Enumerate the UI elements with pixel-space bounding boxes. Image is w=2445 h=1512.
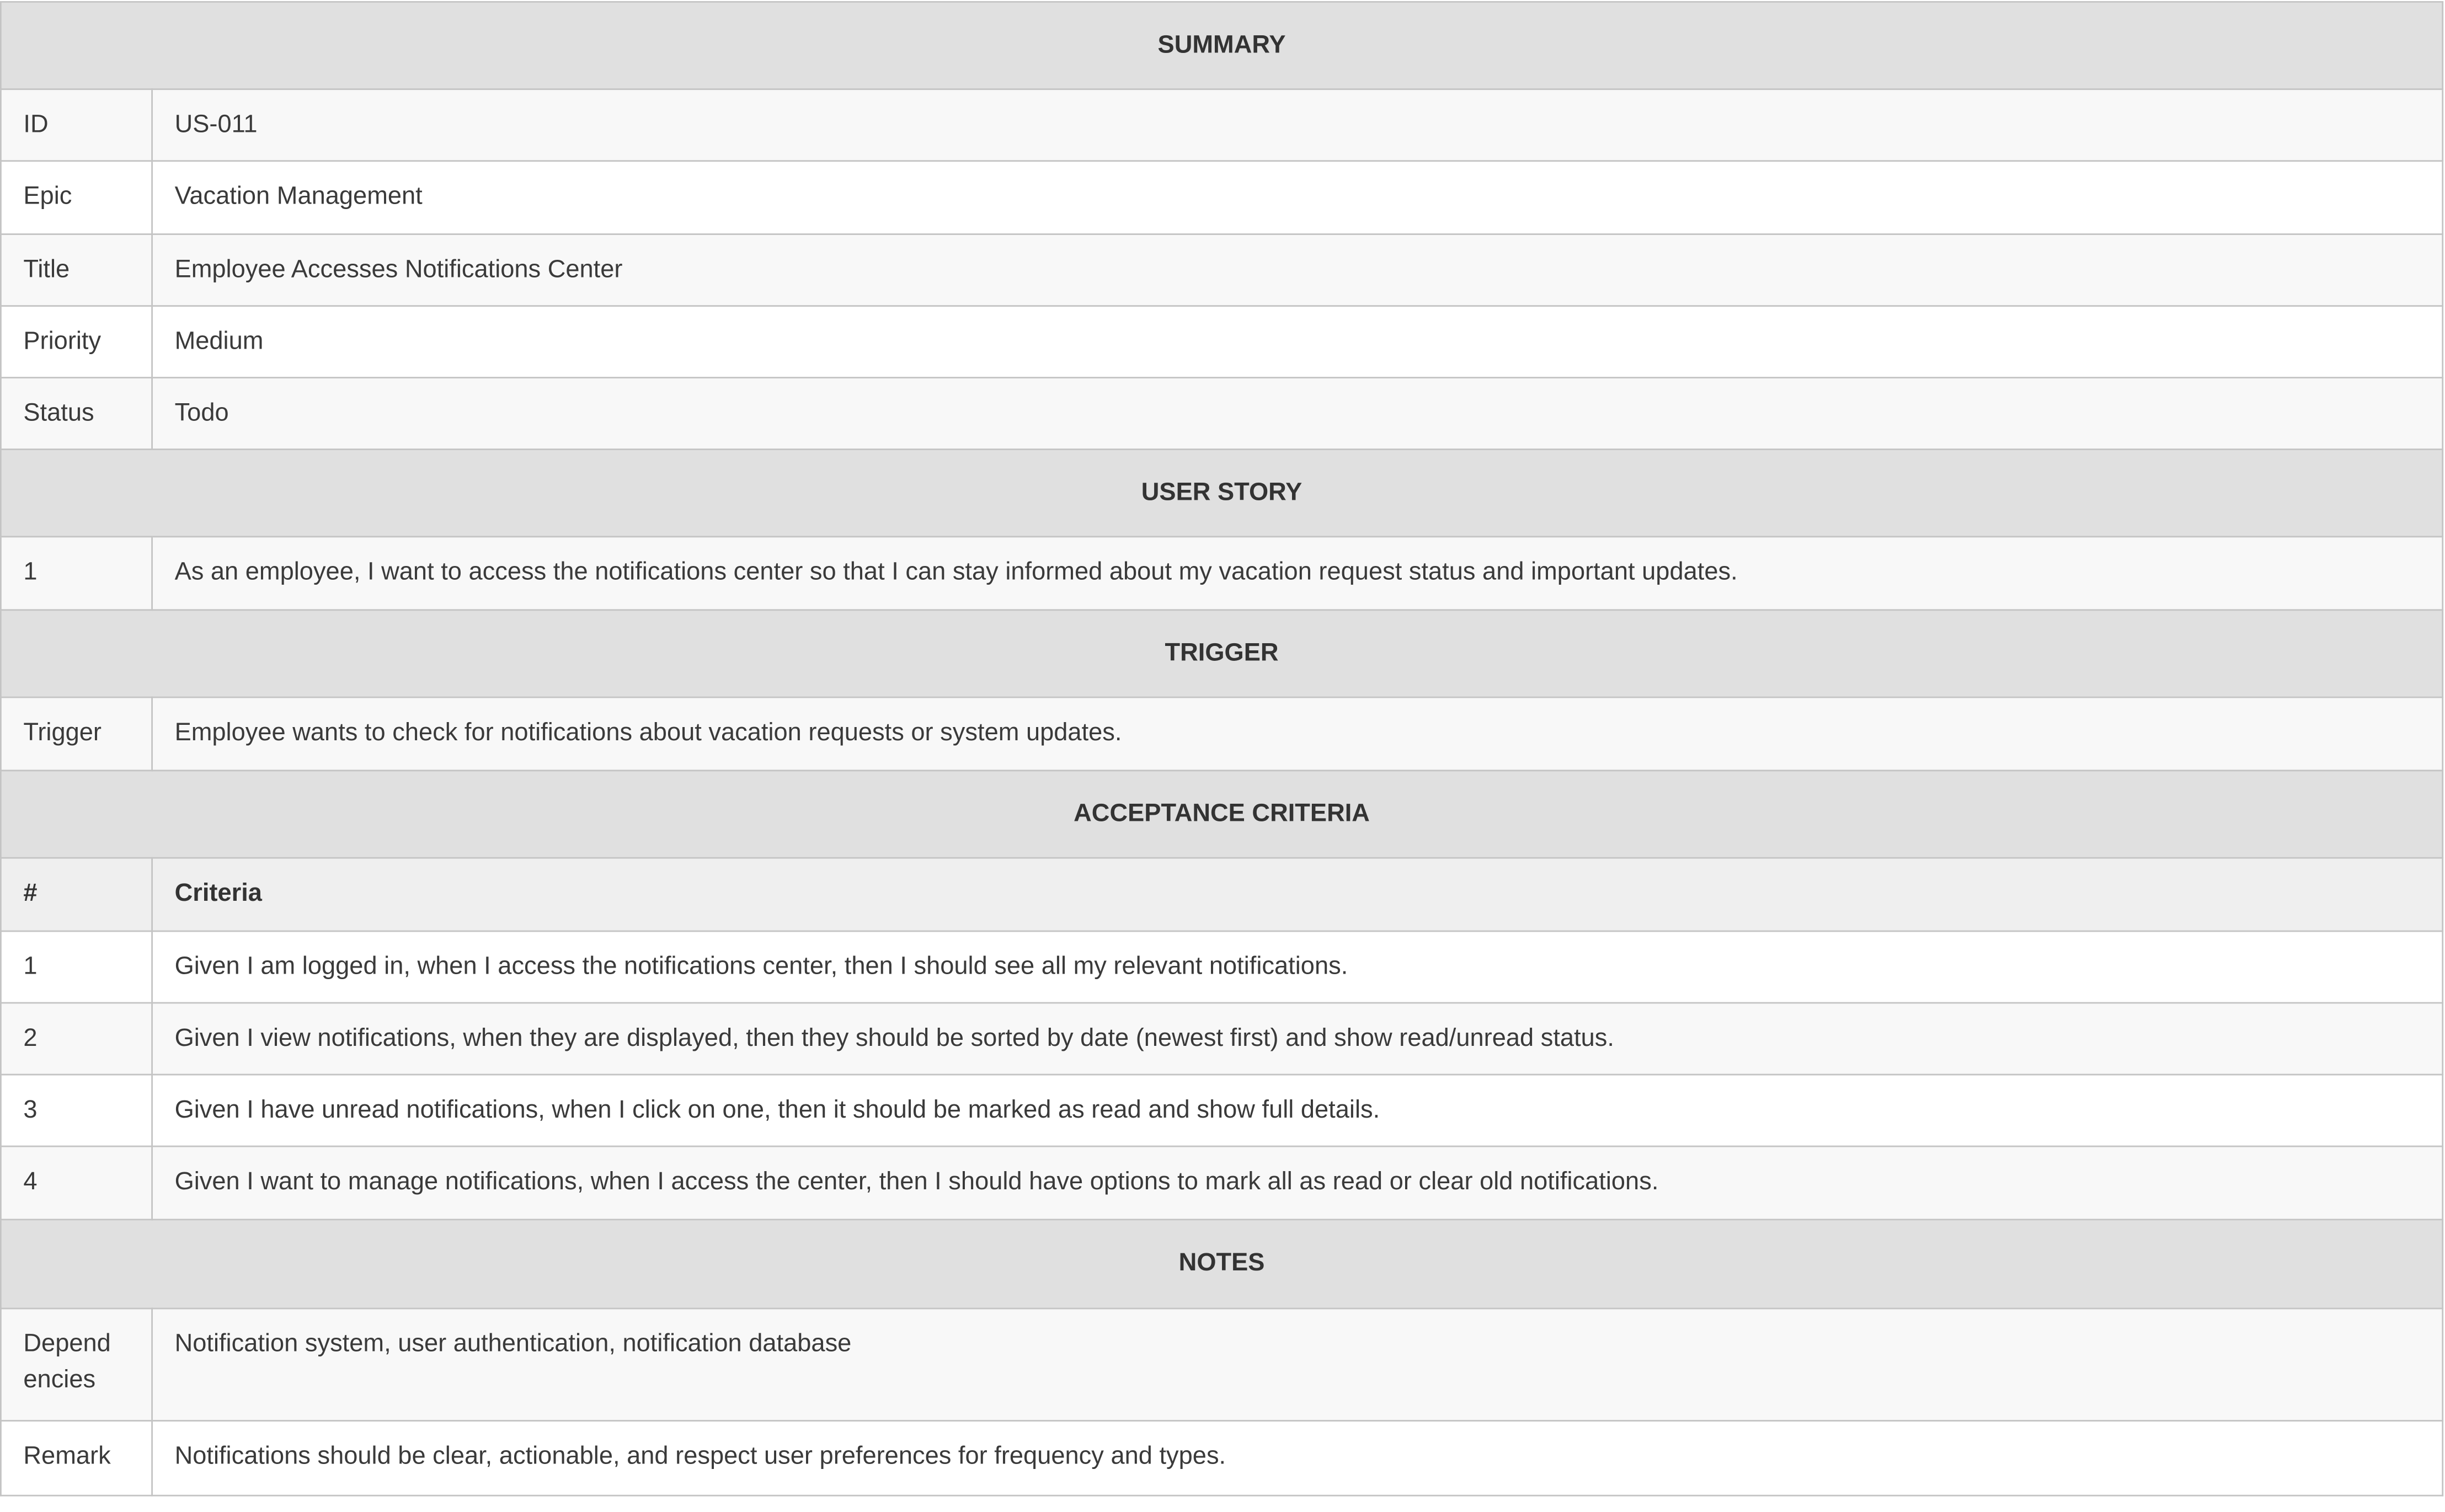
table-row-user-story-1 xyxy=(1,537,2442,610)
table-row-trigger xyxy=(1,697,2442,770)
notes-section-row xyxy=(1,1220,2442,1308)
id-label: ID xyxy=(1,89,152,162)
title-value: Employee Accesses Notifications Center xyxy=(152,233,2443,306)
table-row-remark xyxy=(1,1420,2442,1495)
criteria-column-header-row xyxy=(1,858,2442,931)
table-row-criteria-4 xyxy=(1,1147,2442,1220)
dependencies-value: Notification system, user authentication, notification database xyxy=(152,1308,2443,1420)
priority-label: Priority xyxy=(1,306,152,378)
user-story-text: As an employee, I want to access the notifications center so that I can stay informed about my vacation request status and important updates. xyxy=(152,537,2443,610)
notes-section-header: NOTES xyxy=(1,1220,2442,1308)
remark-value: Notifications should be clear, actionable, and respect user preferences for frequency and types. xyxy=(152,1420,2443,1495)
title-label: Title xyxy=(1,233,152,306)
dependencies-label: Dependencies xyxy=(1,1308,152,1420)
user-story-section-header: USER STORY xyxy=(1,450,2442,537)
trigger-section-row xyxy=(1,609,2442,697)
table-row-status xyxy=(1,377,2442,450)
epic-label: Epic xyxy=(1,162,152,234)
criteria-1-text: Given I am logged in, when I access the notifications center, then I should see all my relevant notifications. xyxy=(152,931,2443,1003)
table-row-criteria-1 xyxy=(1,931,2442,1003)
table-row-criteria-2 xyxy=(1,1003,2442,1075)
criteria-4-text: Given I want to manage notifications, when I access the center, then I should have options to mark all as read or clear old notifications. xyxy=(152,1147,2443,1220)
criteria-4-number: 4 xyxy=(1,1147,152,1220)
user-story-number: 1 xyxy=(1,537,152,610)
table-row-priority xyxy=(1,306,2442,378)
table-row-title xyxy=(1,233,2442,306)
user-story-section-row xyxy=(1,450,2442,537)
summary-section-row xyxy=(1,2,2442,89)
trigger-text: Employee wants to check for notifications about vacation requests or system updates. xyxy=(152,697,2443,770)
epic-value: Vacation Management xyxy=(152,162,2443,234)
criteria-2-text: Given I view notifications, when they are displayed, then they should be sorted by date (newest first) and show read/unread status. xyxy=(152,1003,2443,1075)
criteria-1-number: 1 xyxy=(1,931,152,1003)
summary-section-header: SUMMARY xyxy=(1,2,2442,89)
criteria-num-column-header: # xyxy=(1,858,152,931)
status-value: Todo xyxy=(152,377,2443,450)
criteria-2-number: 2 xyxy=(1,1003,152,1075)
criteria-3-text: Given I have unread notifications, when I click on one, then it should be marked as read and show full details. xyxy=(152,1075,2443,1147)
table-row-epic xyxy=(1,162,2442,234)
table-row-id xyxy=(1,89,2442,162)
criteria-column-header: Criteria xyxy=(152,858,2443,931)
table-row-dependencies xyxy=(1,1308,2442,1420)
id-value: US-011 xyxy=(152,89,2443,162)
status-label: Status xyxy=(1,377,152,450)
criteria-3-number: 3 xyxy=(1,1075,152,1147)
page xyxy=(0,1,2445,1512)
table-row-criteria-3 xyxy=(1,1075,2442,1147)
remark-label: Remark xyxy=(1,1420,152,1495)
trigger-label: Trigger xyxy=(1,697,152,770)
user-story-spec-table xyxy=(0,1,2443,1496)
acceptance-criteria-section-header: ACCEPTANCE CRITERIA xyxy=(1,770,2442,858)
acceptance-criteria-section-row xyxy=(1,770,2442,858)
priority-value: Medium xyxy=(152,306,2443,378)
trigger-section-header: TRIGGER xyxy=(1,609,2442,697)
